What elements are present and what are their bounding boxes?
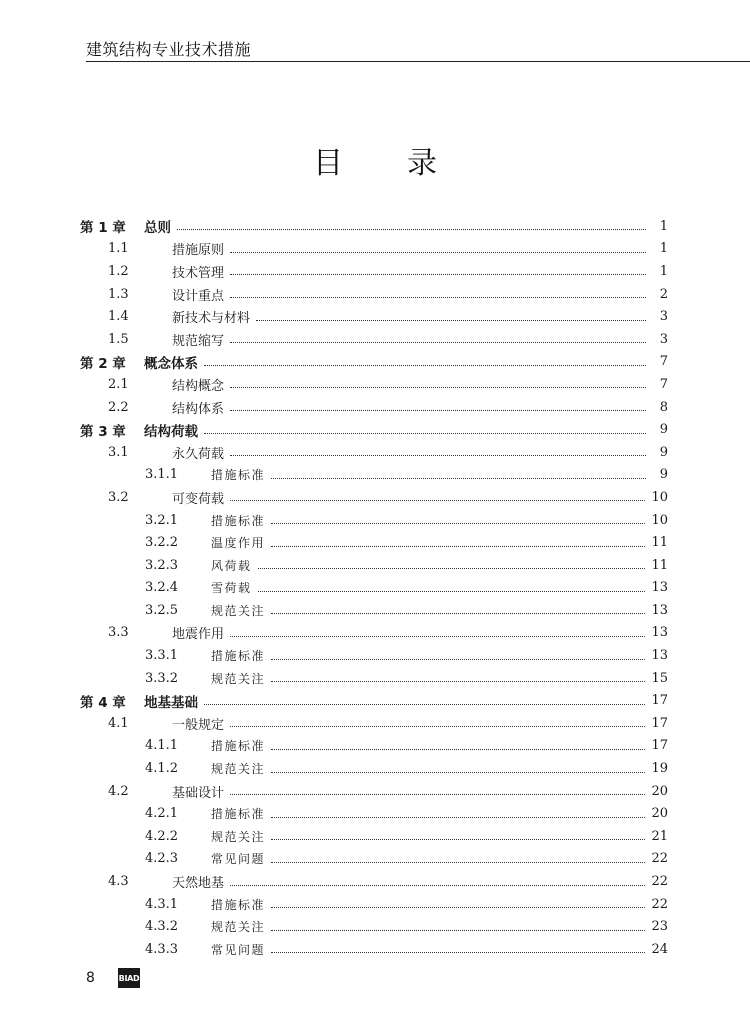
- dot-leader: [230, 251, 646, 253]
- dot-leader: [230, 499, 645, 501]
- toc-entry-page: 11: [651, 535, 668, 551]
- toc-entry-page: 20: [651, 783, 668, 799]
- toc-entry-number: 3.2.3: [145, 557, 179, 573]
- toc-entry-number: 3.1.1: [145, 467, 179, 483]
- toc-entry-title: 永久荷载: [172, 446, 225, 462]
- toc-entry-sub[interactable]: [80, 667, 668, 690]
- toc-entry-sub[interactable]: [80, 509, 668, 532]
- toc-entry-number: 3.2.1: [145, 512, 179, 528]
- toc-entry-chapter[interactable]: [80, 689, 668, 712]
- toc-entry-page: 20: [651, 806, 668, 822]
- toc-entry-page: 17: [651, 738, 668, 754]
- toc-entry-title: 地基基础: [144, 694, 198, 711]
- toc-entry-page: 17: [651, 715, 668, 731]
- toc-entry-sub[interactable]: [80, 938, 668, 961]
- toc-entry-number: 第 4 章: [80, 694, 126, 711]
- toc-entry-title: 可变荷载: [172, 491, 225, 507]
- toc-entry-page: 1: [659, 218, 668, 234]
- dot-leader: [271, 658, 645, 660]
- dot-leader: [271, 838, 645, 840]
- biad-logo: BIAD: [118, 968, 140, 988]
- toc-entry-number: 4.3: [108, 874, 129, 890]
- toc-entry-number: 3.3.1: [145, 648, 179, 664]
- toc-entry-sub[interactable]: [80, 531, 668, 554]
- dot-leader: [230, 793, 645, 795]
- toc-entry-title: 总则: [144, 220, 171, 237]
- toc-entry-title: 规范关注: [211, 920, 266, 935]
- toc-entry-title: 措施标准: [211, 739, 266, 754]
- toc-entry-title: 天然地基: [172, 876, 225, 892]
- running-header: [86, 35, 750, 62]
- toc-entry-number: 3.3: [108, 625, 129, 641]
- toc-entry-number: 3.2.2: [145, 535, 179, 551]
- toc-entry-section[interactable]: [80, 486, 668, 509]
- toc-entry-page: 11: [651, 557, 668, 573]
- toc-entry-number: 1.3: [108, 286, 129, 302]
- toc-entry-number: 4.3.2: [145, 919, 179, 935]
- toc-entry-title: 技术管理: [172, 265, 225, 281]
- dot-leader: [230, 409, 646, 411]
- dot-leader: [230, 386, 646, 388]
- dot-leader: [230, 273, 646, 275]
- toc-entry-sub[interactable]: [80, 802, 668, 825]
- dot-leader: [204, 703, 645, 705]
- toc-entry-page: 24: [651, 941, 668, 957]
- dot-leader: [271, 477, 646, 479]
- toc-entry-page: 13: [651, 648, 668, 664]
- toc-entry-number: 4.2.2: [145, 828, 179, 844]
- toc-entry-number: 4.2.3: [145, 851, 179, 867]
- toc-entry-page: 19: [651, 761, 668, 777]
- toc-entry-page: 23: [651, 919, 668, 935]
- toc-entry-section[interactable]: [80, 622, 668, 645]
- toc-entry-title: 概念体系: [144, 355, 198, 372]
- toc-entry-number: 2.2: [108, 399, 129, 415]
- toc-entry-number: 1.1: [108, 241, 129, 257]
- toc-entry-page: 13: [651, 580, 668, 596]
- toc-entry-section[interactable]: [80, 870, 668, 893]
- toc-entry-sub[interactable]: [80, 735, 668, 758]
- toc-entry-sub[interactable]: [80, 554, 668, 577]
- dot-leader: [271, 612, 645, 614]
- toc-entry-page: 9: [659, 467, 668, 483]
- toc-entry-title: 措施原则: [172, 243, 225, 259]
- toc-entry-chapter[interactable]: [80, 418, 668, 441]
- dot-leader: [271, 929, 645, 931]
- toc-entry-sub[interactable]: [80, 644, 668, 667]
- dot-leader: [258, 567, 646, 569]
- toc-entry-title: 规范关注: [211, 603, 266, 618]
- toc-entry-page: 22: [651, 874, 668, 890]
- toc-entry-number: 第 2 章: [80, 355, 126, 372]
- toc-entry-title: 新技术与材料: [172, 311, 251, 327]
- dot-leader: [271, 522, 645, 524]
- dot-leader: [271, 545, 645, 547]
- toc-entry-title: 风荷载: [211, 558, 252, 573]
- toc-entry-title: 措施标准: [211, 897, 266, 912]
- dot-leader: [230, 884, 645, 886]
- toc-entry-number: 4.1.2: [145, 761, 179, 777]
- dot-leader: [230, 635, 645, 637]
- dot-leader: [230, 725, 645, 727]
- toc-entry-title: 措施标准: [211, 649, 266, 664]
- toc-entry-number: 1.4: [108, 309, 129, 325]
- toc-entry-page: 7: [659, 354, 668, 370]
- toc-entry-number: 4.1: [108, 715, 129, 731]
- toc-entry-page: 9: [659, 444, 668, 460]
- toc-entry-number: 2.1: [108, 376, 129, 392]
- toc-entry-title: 规范关注: [211, 671, 266, 686]
- toc-entry-number: 3.2.5: [145, 602, 179, 618]
- toc-entry-page: 10: [651, 489, 668, 505]
- toc-entry-number: 4.2: [108, 783, 129, 799]
- page-number: 8: [86, 970, 95, 986]
- toc-entry-sub[interactable]: [80, 757, 668, 780]
- toc-entry-page: 2: [659, 286, 668, 302]
- toc-entry-section[interactable]: [80, 328, 668, 351]
- toc-entry-page: 9: [659, 422, 668, 438]
- toc-entry-page: 3: [659, 331, 668, 347]
- toc-entry-title: 地震作用: [172, 627, 225, 643]
- dot-leader: [271, 680, 645, 682]
- toc-entry-page: 15: [651, 670, 668, 686]
- toc-entry-page: 13: [651, 602, 668, 618]
- toc-entry-number: 4.3.1: [145, 896, 179, 912]
- toc-heading: 目录: [313, 146, 501, 181]
- toc-entry-number: 3.2: [108, 489, 129, 505]
- toc-entry-section[interactable]: [80, 712, 668, 735]
- toc-entry-section[interactable]: [80, 373, 668, 396]
- toc-entry-sub[interactable]: [80, 893, 668, 916]
- toc-entry-title: 规范关注: [211, 829, 266, 844]
- toc-entry-page: 10: [651, 512, 668, 528]
- toc-entry-page: 1: [659, 263, 668, 279]
- dot-leader: [204, 432, 646, 434]
- toc-entry-page: 17: [651, 693, 668, 709]
- toc-entry-section[interactable]: [80, 260, 668, 283]
- toc-entry-sub[interactable]: [80, 599, 668, 622]
- toc-entry-number: 1.5: [108, 331, 129, 347]
- toc-entry-number: 3.2.4: [145, 580, 179, 596]
- toc-entry-section[interactable]: [80, 305, 668, 328]
- toc-entry-sub[interactable]: [80, 848, 668, 871]
- dot-leader: [256, 319, 646, 321]
- toc-entry-section[interactable]: [80, 780, 668, 803]
- toc-entry-title: 雪荷载: [211, 581, 252, 596]
- toc-entry-page: 22: [651, 896, 668, 912]
- toc-entry-sub[interactable]: [80, 825, 668, 848]
- toc-entry-page: 8: [659, 399, 668, 415]
- toc-entry-page: 13: [651, 625, 668, 641]
- toc-entry-title: 规范缩写: [172, 333, 225, 349]
- toc-entry-number: 4.1.1: [145, 738, 179, 754]
- toc-entry-title: 常见问题: [211, 942, 266, 957]
- toc-entry-page: 7: [659, 376, 668, 392]
- toc-entry-section[interactable]: [80, 441, 668, 464]
- toc-entry-sub[interactable]: [80, 577, 668, 600]
- dot-leader: [271, 816, 645, 818]
- toc-entry-page: 3: [659, 309, 668, 325]
- toc-entry-number: 3.3.2: [145, 670, 179, 686]
- toc-entry-number: 第 1 章: [80, 220, 126, 237]
- toc-entry-title: 结构概念: [172, 378, 225, 394]
- book-title: 建筑结构专业技术措施: [86, 40, 252, 59]
- toc-entry-title: 一般规定: [172, 717, 225, 733]
- toc-entry-title: 措施标准: [211, 513, 266, 528]
- dot-leader: [271, 906, 645, 908]
- toc-entry-number: 3.1: [108, 444, 129, 460]
- toc-entry-title: 措施标准: [211, 468, 266, 483]
- dot-leader: [204, 364, 646, 366]
- table-of-contents: [80, 215, 668, 961]
- toc-entry-title: 基础设计: [172, 785, 225, 801]
- dot-leader: [271, 861, 645, 863]
- dot-leader: [271, 771, 645, 773]
- toc-entry-title: 设计重点: [172, 288, 225, 304]
- toc-entry-section[interactable]: [80, 396, 668, 419]
- dot-leader: [271, 951, 645, 953]
- toc-entry-title: 结构荷载: [144, 423, 198, 440]
- toc-entry-title: 措施标准: [211, 807, 266, 822]
- toc-entry-page: 1: [659, 241, 668, 257]
- toc-entry-number: 第 3 章: [80, 423, 126, 440]
- toc-entry-section[interactable]: [80, 238, 668, 261]
- toc-entry-section[interactable]: [80, 283, 668, 306]
- toc-entry-title: 规范关注: [211, 762, 266, 777]
- toc-entry-number: 4.3.3: [145, 941, 179, 957]
- toc-entry-chapter[interactable]: [80, 215, 668, 238]
- toc-entry-page: 21: [651, 828, 668, 844]
- dot-leader: [271, 748, 645, 750]
- toc-entry-page: 22: [651, 851, 668, 867]
- toc-entry-sub[interactable]: [80, 464, 668, 487]
- dot-leader: [230, 341, 646, 343]
- toc-entry-title: 常见问题: [211, 852, 266, 867]
- toc-entry-sub[interactable]: [80, 915, 668, 938]
- toc-entry-title: 结构体系: [172, 401, 225, 417]
- dot-leader: [258, 590, 646, 592]
- dot-leader: [230, 454, 646, 456]
- toc-entry-chapter[interactable]: [80, 351, 668, 374]
- dot-leader: [230, 296, 646, 298]
- dot-leader: [177, 228, 646, 230]
- toc-entry-title: 温度作用: [211, 536, 266, 551]
- toc-entry-number: 1.2: [108, 263, 129, 279]
- toc-entry-number: 4.2.1: [145, 806, 179, 822]
